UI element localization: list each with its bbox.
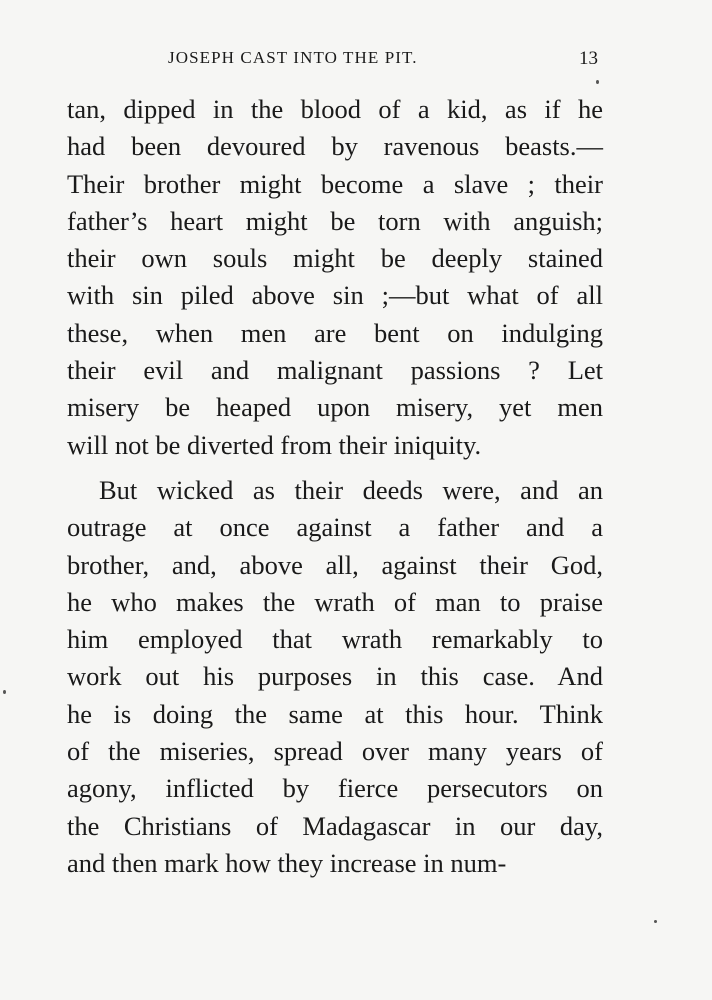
text-line: agony, inflicted by fierce persecutors on [67,773,603,804]
text-line: and then mark how they increase in num- [67,847,507,878]
text-line: will not be diverted from their iniquity. [67,429,482,460]
text-line: he who makes the wrath of man to praise [67,586,603,617]
text-line: these, when men are bent on indulging [67,317,603,348]
text-line: had been devoured by ravenous beasts.— [67,131,603,162]
print-speck [3,690,6,694]
print-speck [596,80,599,84]
text-line: their own souls might be deeply stained [67,243,603,274]
text-line: brother, and, above all, against their God, [67,549,603,580]
text-line: tan, dipped in the blood of a kid, as if he [67,94,603,124]
text-line: the Christians of Madagascar in our day, [67,810,603,841]
body-text [67,91,603,882]
running-head [0,48,712,72]
text-line: outrage at once against a father and a [67,512,603,543]
text-line: Their brother might become a slave ; their [67,168,603,199]
text-line: he is doing the same at this hour. Think [67,698,603,729]
text-line: their evil and malignant passions ? Let [67,355,603,386]
text-line: father’s heart might be torn with anguish; [67,205,603,236]
page-number: 13 [579,48,598,69]
text-line: misery be heaped upon misery, yet men [67,392,603,423]
text-line: work out his purposes in this case. And [67,661,603,692]
paragraph [67,472,603,882]
paragraph [67,91,603,464]
text-line: with sin piled above sin ;—but what of all [67,280,603,311]
text-line: of the miseries, spread over many years of [67,736,603,767]
text-line: But wicked as their deeds were, and an [99,474,603,505]
running-title: JOSEPH CAST INTO THE PIT. [168,48,418,67]
print-speck [654,920,657,923]
text-line: him employed that wrath remarkably to [67,624,603,655]
